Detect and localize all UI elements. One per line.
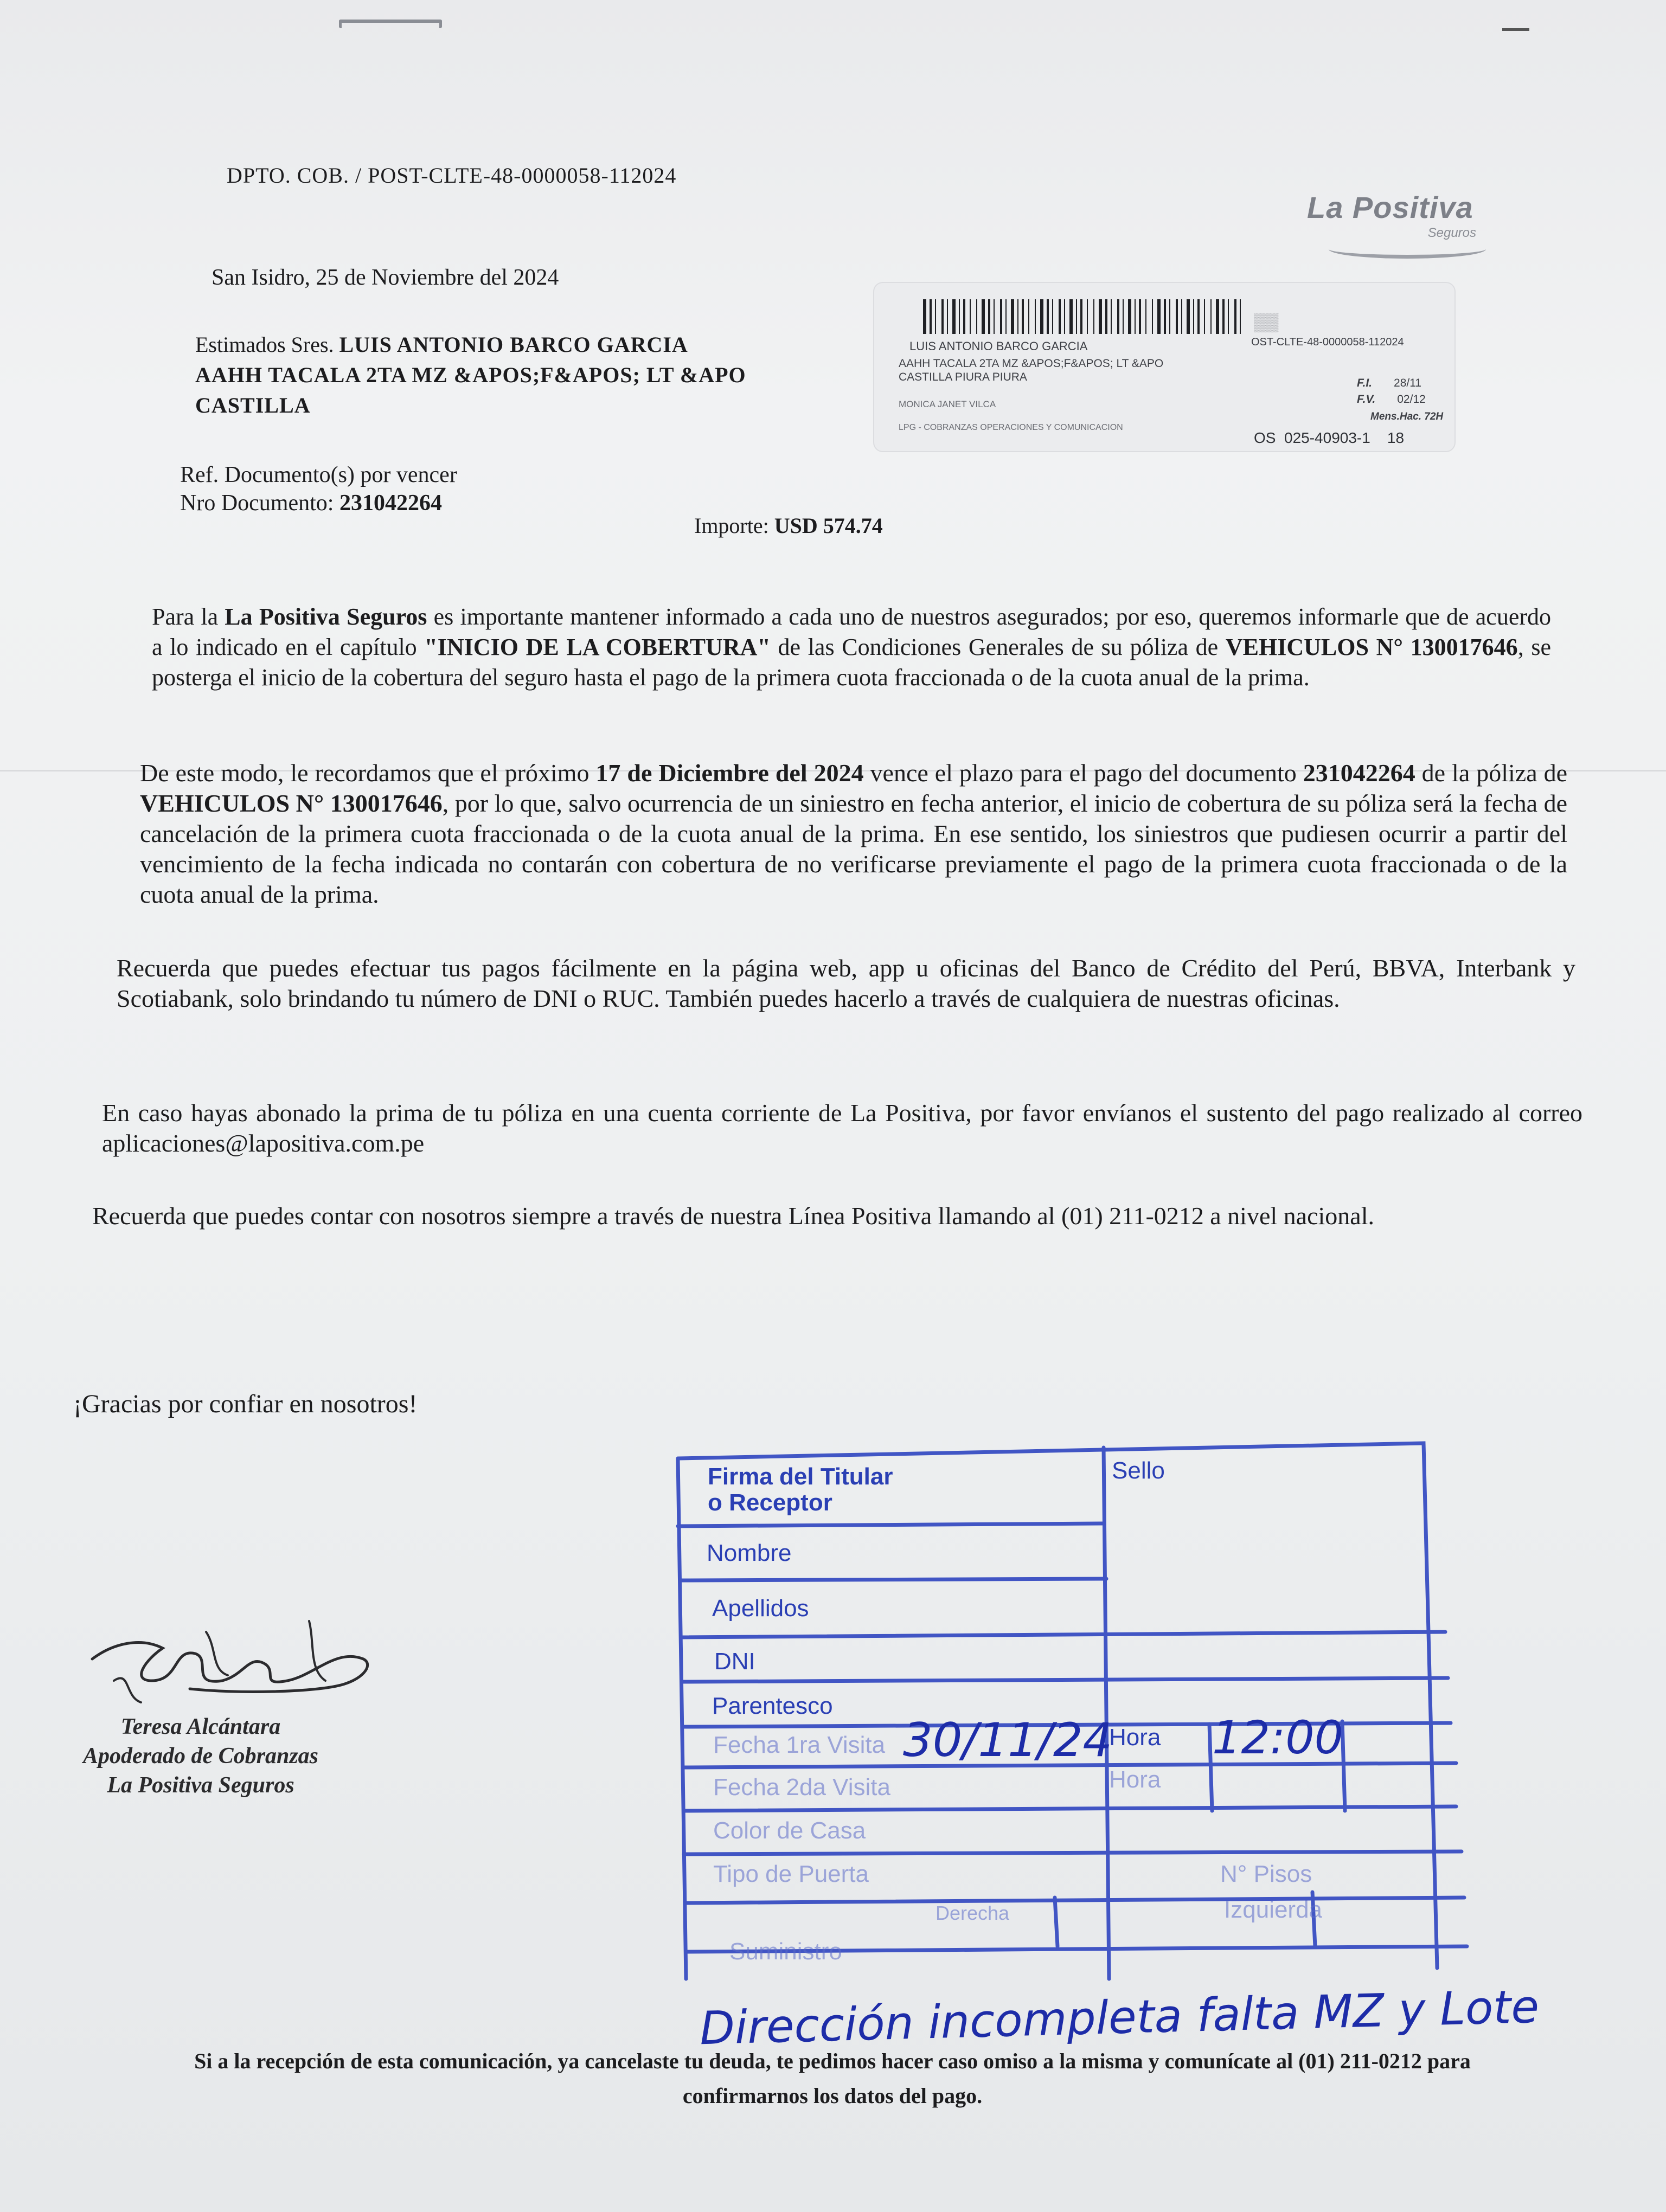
stamp-dni-label: DNI (714, 1648, 755, 1675)
doc-number: 231042264 (339, 491, 442, 516)
amount-value: USD 574.74 (774, 513, 883, 538)
p2-text-a: De este modo, le recordamos que el próximo (140, 759, 596, 787)
stamp-firma-line1: Firma del Titular (708, 1463, 893, 1490)
recipient-address-line1: AAHH TACALA 2TA MZ &APOS;F&APOS; LT &APO (195, 363, 746, 387)
stamp-parentesco-label: Parentesco (712, 1693, 833, 1719)
card-department: LPG - COBRANZAS OPERACIONES Y COMUNICACION (899, 423, 1123, 432)
handwritten-time: 12:00 (1212, 1711, 1344, 1764)
card-address (899, 357, 1163, 384)
stamp-derecha-label: Derecha (935, 1902, 1010, 1924)
footer-note (38, 2044, 1627, 2113)
stamp-fecha2-label: Fecha 2da Visita (713, 1774, 890, 1801)
card-tiny-mark: ▒▒▒▒ ▒▒▒▒ (1254, 313, 1279, 332)
handwritten-note: Dirección incompleta falta MZ y Lote (699, 1979, 1540, 2055)
recipient-name: LUIS ANTONIO BARCO GARCIA (339, 332, 688, 357)
letter-date: San Isidro, 25 de Noviembre del 2024 (212, 265, 559, 290)
p2-text-c: de la póliza de (1415, 759, 1567, 787)
corner-mark (1502, 28, 1529, 31)
card-mens: Mens.Hac. 72H (1370, 411, 1444, 422)
paragraph-4: En caso hayas abonado la prima de tu póliza en una cuenta corriente de La Positiva, por favor envíanos el sustento del pago realizado al correo aplicaciones@lapositiva.com.pe (102, 1099, 1582, 1157)
signer-name: Teresa Alcántara (120, 1714, 281, 1739)
ref-label: Ref. Documento(s) por vencer (180, 462, 457, 487)
doc-number-label: Nro Documento: (180, 491, 334, 516)
signer-role: Apoderado de Cobranzas (82, 1744, 319, 1769)
stamp-hora2-label: Hora (1109, 1766, 1161, 1793)
company-logo (1307, 190, 1486, 266)
stamp-hora1-label: Hora (1109, 1724, 1161, 1751)
p2-due-date: 17 de Diciembre del 2024 (595, 759, 864, 787)
stamp-puerta-label: Tipo de Puerta (713, 1861, 869, 1887)
fi-label: F.I. (1357, 377, 1373, 389)
recipient-address-line2: CASTILLA (195, 393, 311, 417)
signature-mark (81, 1599, 385, 1708)
paragraph-2 (140, 758, 1567, 910)
stamp-suministro-label: Suministro (729, 1938, 842, 1965)
p1-company: La Positiva Seguros (225, 603, 427, 630)
department-reference: DPTO. COB. / POST-CLTE-48-0000058-112024 (227, 163, 677, 188)
stamp-apellidos-label: Apellidos (712, 1595, 809, 1622)
staple-mark (339, 20, 442, 28)
p1-text-b: es importante mantener informado a cada uno de nuestros asegurados; por eso, queremos informarle que de acuerdo a lo indicado en el capítulo (152, 603, 1552, 660)
visit-stamp (675, 1431, 1478, 1984)
thanks-line: ¡Gracias por confiar en nosotros! (73, 1390, 418, 1418)
document-reference (180, 461, 457, 517)
p1-chapter: "INICIO DE LA COBERTURA" (424, 634, 771, 660)
salutation: Estimados Sres. (195, 332, 334, 357)
card-address-line2: CASTILLA PIURA PIURA (899, 371, 1027, 383)
p1-text-a: Para la (152, 603, 225, 630)
stamp-pisos-label: N° Pisos (1220, 1861, 1312, 1887)
amount-label: Importe: (694, 513, 769, 538)
fv-value: 02/12 (1397, 393, 1426, 406)
recipient-block (195, 330, 746, 421)
p2-policy: VEHICULOS N° 130017646 (140, 789, 443, 817)
fv-label: F.V. (1357, 393, 1376, 406)
paragraph-3: Recuerda que puedes efectuar tus pagos fácilmente en la página web, app u oficinas del Banco de Crédito del Perú, BBVA, Interbank y Scotiabank, solo brindando tu número de DNI o RUC. También puedes hacerlo a través de cualquiera de nuestras oficinas. (117, 954, 1575, 1012)
card-os-line: OS 025-40903-1 18 (1254, 429, 1405, 446)
signer-block (49, 1712, 353, 1800)
stamp-izquierda-label: Izquierda (1224, 1896, 1323, 1923)
p1-text-d: , se posterga el inicio de la cobertura del seguro hasta el pago de la primera cuota fraccionada o de la cuota anual de la prima. (152, 634, 1552, 691)
handwritten-date: 30/11/24 (903, 1713, 1113, 1767)
amount-line (694, 513, 883, 538)
p1-text-c: de las Condiciones Generales de su póliza de (770, 634, 1226, 660)
barcode-icon (923, 299, 1248, 334)
stamp-firma-line2: o Receptor (708, 1489, 832, 1516)
fi-value: 28/11 (1394, 377, 1422, 389)
card-reference-code: OST-CLTE-48-0000058-112024 (1251, 336, 1404, 348)
footer-line1: Si a la recepción de esta comunicación, ya cancelaste tu deuda, te pedimos hacer caso omiso a la misma y comunícate al (01) 211-0212 para (194, 2049, 1471, 2073)
paragraph-5: Recuerda que puedes contar con nosotros siempre a través de nuestra Línea Positiva llamando al (01) 211-0212 a nivel nacional. (92, 1202, 1374, 1230)
p2-text-b: vence el plazo para el pago del documento (863, 759, 1303, 787)
card-dates (1357, 375, 1426, 408)
logo-swoosh-icon (1329, 240, 1486, 259)
p2-text-d: , por lo que, salvo ocurrencia de un siniestro en fecha anterior, el inicio de cobertura de su póliza será la fecha de cancelación de la primera cuota fraccionada o de la cuota anual de la prima. En ese sentido, los siniestros que pudiesen ocurrir a partir del vencimiento de la fecha indicada no contarán con cobertura de no verificarse previamente el pago de la primera cuota fraccionada o de la cuota anual de la prima. (140, 789, 1567, 908)
logo-sub: Seguros (1427, 226, 1476, 240)
logo-name: La Positiva (1307, 190, 1473, 224)
stamp-color-casa-label: Color de Casa (713, 1817, 866, 1844)
card-agent: MONICA JANET VILCA (899, 399, 996, 409)
signer-company: La Positiva Seguros (107, 1773, 294, 1798)
barcode-label-card (873, 282, 1456, 452)
paragraph-1 (152, 602, 1551, 693)
stamp-nombre-label: Nombre (707, 1540, 792, 1566)
footer-line2: confirmarnos los datos del pago. (682, 2084, 983, 2108)
stamp-fecha1-label: Fecha 1ra Visita (713, 1732, 886, 1758)
stamp-firma-label (708, 1464, 893, 1516)
p2-doc-number: 231042264 (1303, 759, 1415, 787)
p1-policy: VEHICULOS N° 130017646 (1225, 634, 1518, 660)
stamp-sello-label: Sello (1112, 1457, 1165, 1484)
card-address-line1: AAHH TACALA 2TA MZ &APOS;F&APOS; LT &APO (899, 357, 1164, 370)
card-recipient-name: LUIS ANTONIO BARCO GARCIA (909, 339, 1088, 353)
